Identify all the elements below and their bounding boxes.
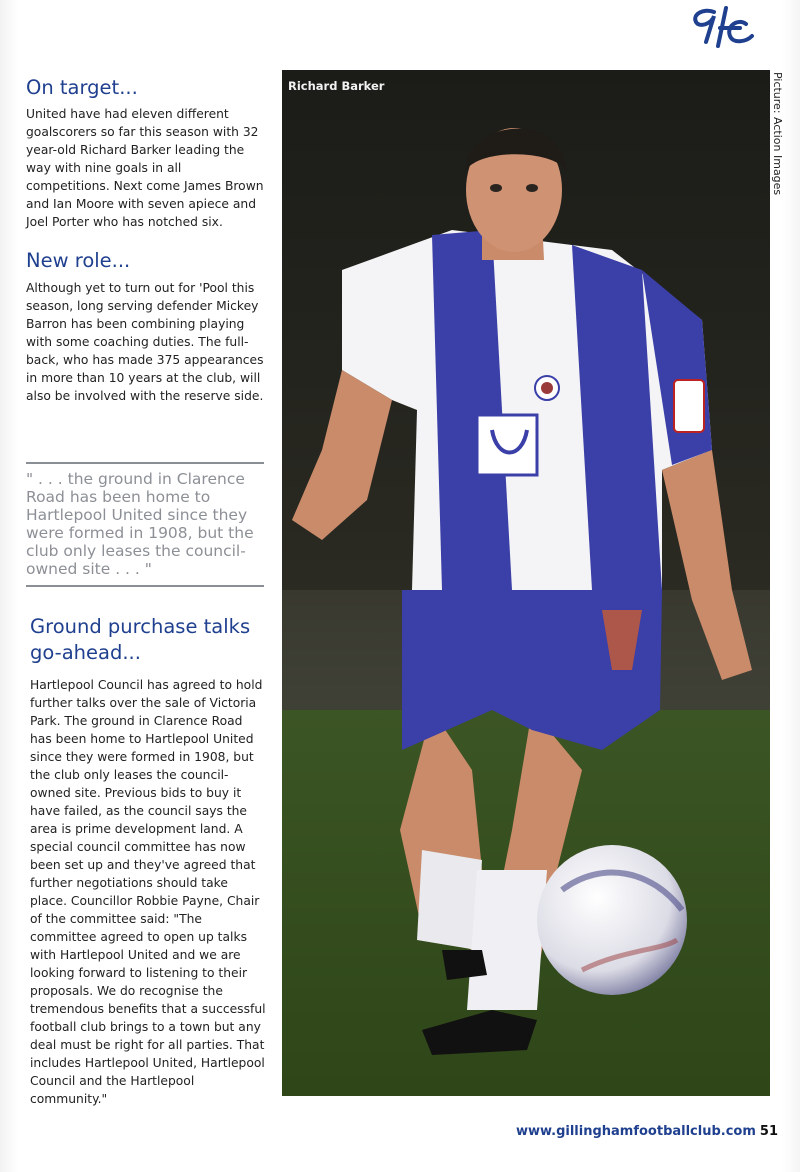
left-column [26, 70, 266, 405]
ground-purchase-body: Hartlepool Council has agreed to hold further talks over the sale of Victoria Park. The ground in Clarence Road has been home to Hartlepool United since they were formed in 1908, but the club only leases the council-owned site. Previous bids to buy it have failed, as the council says the area is prime development land. A special council committee has now been set up and they've agreed that further negotiations should take place. Councillor Robbie Payne, Chair of the committee said: "The committee agreed to open up talks with Hartlepool United and we are looking forward to listening to their proposals. We do recognise the tremendous benefits that a successful football club brings to a town but any deal must be right for all parties. That includes Hartlepool United, Hartlepool Council and the Hartlepool community." [30, 678, 266, 1106]
page-number: 51 [759, 1124, 778, 1139]
photo-credit: Picture: Action Images [771, 72, 784, 196]
gfc-monogram-logo-icon [684, 2, 764, 54]
footballer-illustration [282, 70, 770, 1096]
on-target-body: United have had eleven different goalscorers so far this season with 32 year-old Richard Barker leading the way with nine goals in all competitions. Next come James Brown and Ian Moore with seven apiece and Joel Porter who has notched six. [26, 107, 264, 230]
photo-caption: Richard Barker [288, 79, 385, 93]
new-role-body: Although yet to turn out for 'Pool this season, long serving defender Mickey Barron has been combining playing with some coaching duties. The full-back, who has made 375 appearances in more than 10 years at the club, will also be involved with the reserve side. [26, 280, 264, 403]
pull-quote-text: " . . . the ground in Clarence Road has been home to Hartlepool United since they were formed in 1908, but the club only leases the council-owned site . . . " [26, 470, 254, 578]
gfc-logo [684, 2, 764, 54]
ground-purchase-heading: Ground purchase talks go-ahead... [30, 615, 251, 664]
page-footer [516, 1124, 778, 1139]
pull-quote [26, 462, 264, 587]
website-url: www.gillinghamfootballclub.com [515, 1124, 756, 1139]
player-photo [282, 70, 770, 1096]
ground-purchase-article [30, 614, 268, 1108]
on-target-heading: On target... [26, 76, 138, 99]
logo-text: gfc [684, 2, 686, 3]
new-role-heading: New role... [26, 249, 131, 273]
